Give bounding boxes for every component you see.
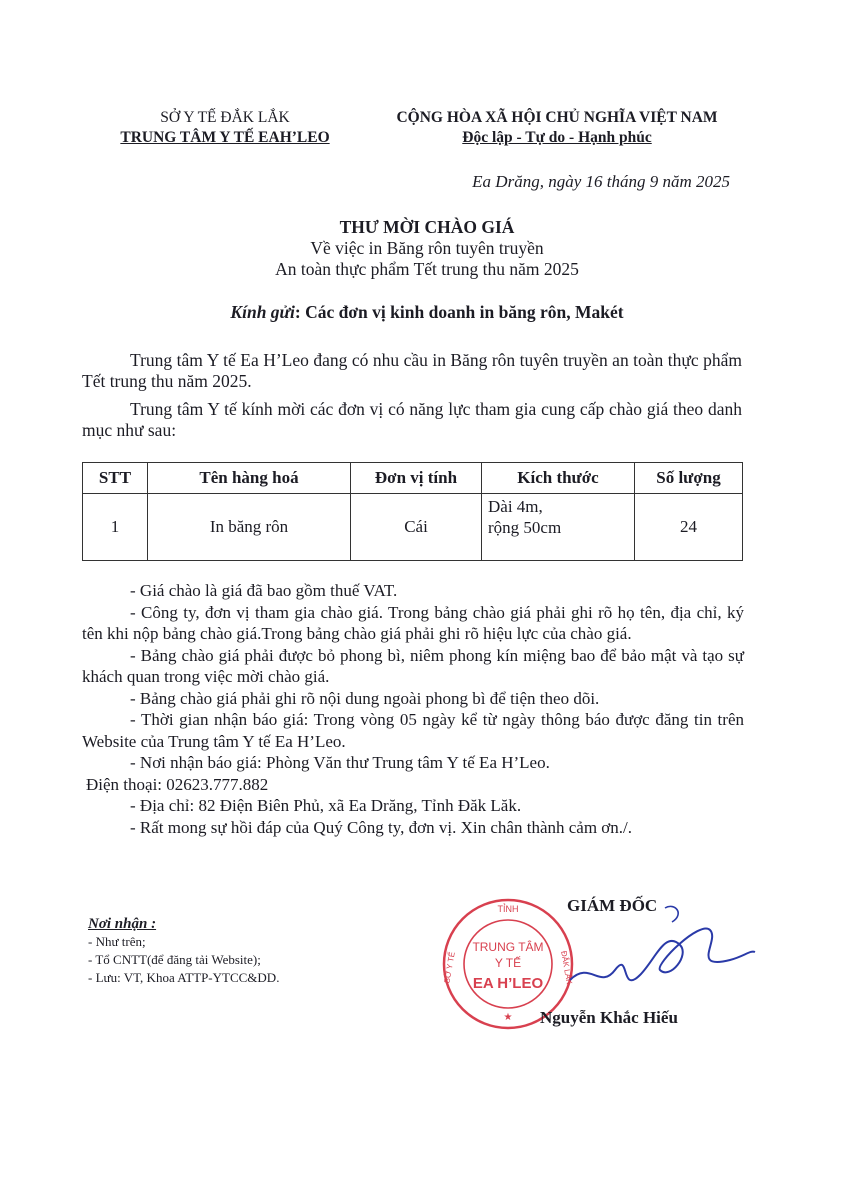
term-receive-place: - Nơi nhận báo giá: Phòng Văn thư Trung tâm Y tế Ea H’Leo.: [130, 753, 550, 772]
term-address: - Địa chỉ: 82 Điện Biên Phủ, xã Ea Drăng, Tỉnh Đăk Lăk.: [130, 796, 522, 815]
cell-size: [482, 494, 635, 561]
col-header-unit: Đơn vị tính: [351, 463, 482, 494]
term-thanks: - Rất mong sự hồi đáp của Quý Công ty, đơn vị. Xin chân thành cảm ơn./.: [130, 817, 633, 837]
term-deadline: - Thời gian nhận báo giá: Trong vòng 05 ngày kể từ ngày thông báo được đăng tin trên Website của Trung tâm Y tế Ea H’Leo.: [82, 710, 744, 751]
col-header-size: Kích thước: [482, 463, 635, 494]
cell-size-length: Dài 4m,: [488, 497, 543, 516]
stamp-line-1: TRUNG TÂM: [472, 940, 544, 954]
signer-name: Nguyễn Khắc Hiếu: [540, 1008, 678, 1027]
stamp-star-icon: ★: [503, 1012, 513, 1023]
stamp-line-2: Y TẾ: [494, 956, 522, 970]
table-row: [83, 494, 743, 561]
national-motto: Độc lập - Tự do - Hạnh phúc: [462, 129, 652, 146]
intro-paragraph-2: Trung tâm Y tế kính mời các đơn vị có năng lực tham gia cung cấp chào giá theo danh mục như sau:: [82, 399, 742, 440]
col-header-stt: STT: [83, 463, 148, 494]
stamp-line-3: EA H’LEO: [472, 975, 544, 992]
receivers-title: Nơi nhận :: [88, 916, 157, 932]
stamp-ring-right: ĐẮK LẮK: [559, 950, 574, 985]
recipient-line: [0, 302, 854, 323]
signer-role: GIÁM ĐỐC: [567, 896, 658, 915]
table-header-row: [83, 463, 743, 494]
cell-stt: 1: [83, 494, 148, 561]
document-date: Ea Drăng, ngày 16 tháng 9 năm 2025: [472, 172, 730, 191]
cell-name: In băng rôn: [148, 494, 351, 561]
term-label: - Bảng chào giá phải ghi rõ nội dung ngoài phong bì để tiện theo dõi.: [130, 688, 600, 708]
national-header: [372, 108, 742, 148]
terms-list: [82, 580, 744, 838]
term-vat: - Giá chào là giá đã bao gồm thuế VAT.: [130, 581, 398, 600]
cell-unit: Cái: [351, 494, 482, 561]
term-envelope: - Bảng chào giá phải được bỏ phong bì, niêm phong kín miệng bao để bảo mật và tạo sự khách quan trong việc mời chào giá.: [82, 645, 744, 686]
col-header-qty: Số lượng: [635, 463, 743, 494]
receiver-item: - Tổ CNTT(để đăng tải Website);: [88, 952, 261, 967]
national-title: CỘNG HÒA XÃ HỘI CHỦ NGHĨA VIỆT NAM: [396, 109, 718, 126]
stamp-ring-top: TỈNH: [497, 904, 519, 914]
issuer-header: [95, 108, 355, 148]
stamp-ring-left: SỞ Y TẾ: [442, 951, 457, 984]
term-company: - Công ty, đơn vị tham gia chào giá. Trong bảng chào giá phải ghi rõ họ tên, địa chỉ, ký tên khi nộp bảng chào giá.Trong bảng chào giá phải ghi rõ hiệu lực của chào giá.: [82, 602, 744, 643]
cell-size-width: rộng 50cm: [488, 518, 562, 537]
issuer-department: SỞ Y TẾ ĐẮK LẮK: [160, 109, 290, 126]
receiver-item: - Lưu: VT, Khoa ATTP-YTCC&DD.: [88, 970, 280, 985]
items-table: [82, 462, 743, 561]
term-phone: Điện thoại: 02623.777.882: [86, 774, 269, 794]
document-title-block: [0, 217, 854, 280]
issuer-center: TRUNG TÂM Y TẾ EAH’LEO: [120, 129, 330, 146]
handwritten-signature: [560, 900, 760, 1010]
recipient-text: : Các đơn vị kinh doanh in băng rôn, Makét: [294, 302, 624, 322]
document-subtitle-1: Về việc in Băng rôn tuyên truyền: [310, 238, 544, 258]
receiver-item: - Như trên;: [88, 934, 146, 949]
col-header-name: Tên hàng hoá: [148, 463, 351, 494]
cell-qty: 24: [635, 494, 743, 561]
document-subtitle-2: An toàn thực phẩm Tết trung thu năm 2025: [275, 259, 579, 279]
recipient-label: Kính gửi: [230, 302, 295, 322]
document-title: THƯ MỜI CHÀO GIÁ: [339, 217, 515, 237]
receivers-block: [88, 915, 279, 987]
intro-paragraph-1: Trung tâm Y tế Ea H’Leo đang có nhu cầu in Băng rôn tuyên truyền an toàn thực phẩm Tết trung thu năm 2025.: [82, 350, 742, 391]
